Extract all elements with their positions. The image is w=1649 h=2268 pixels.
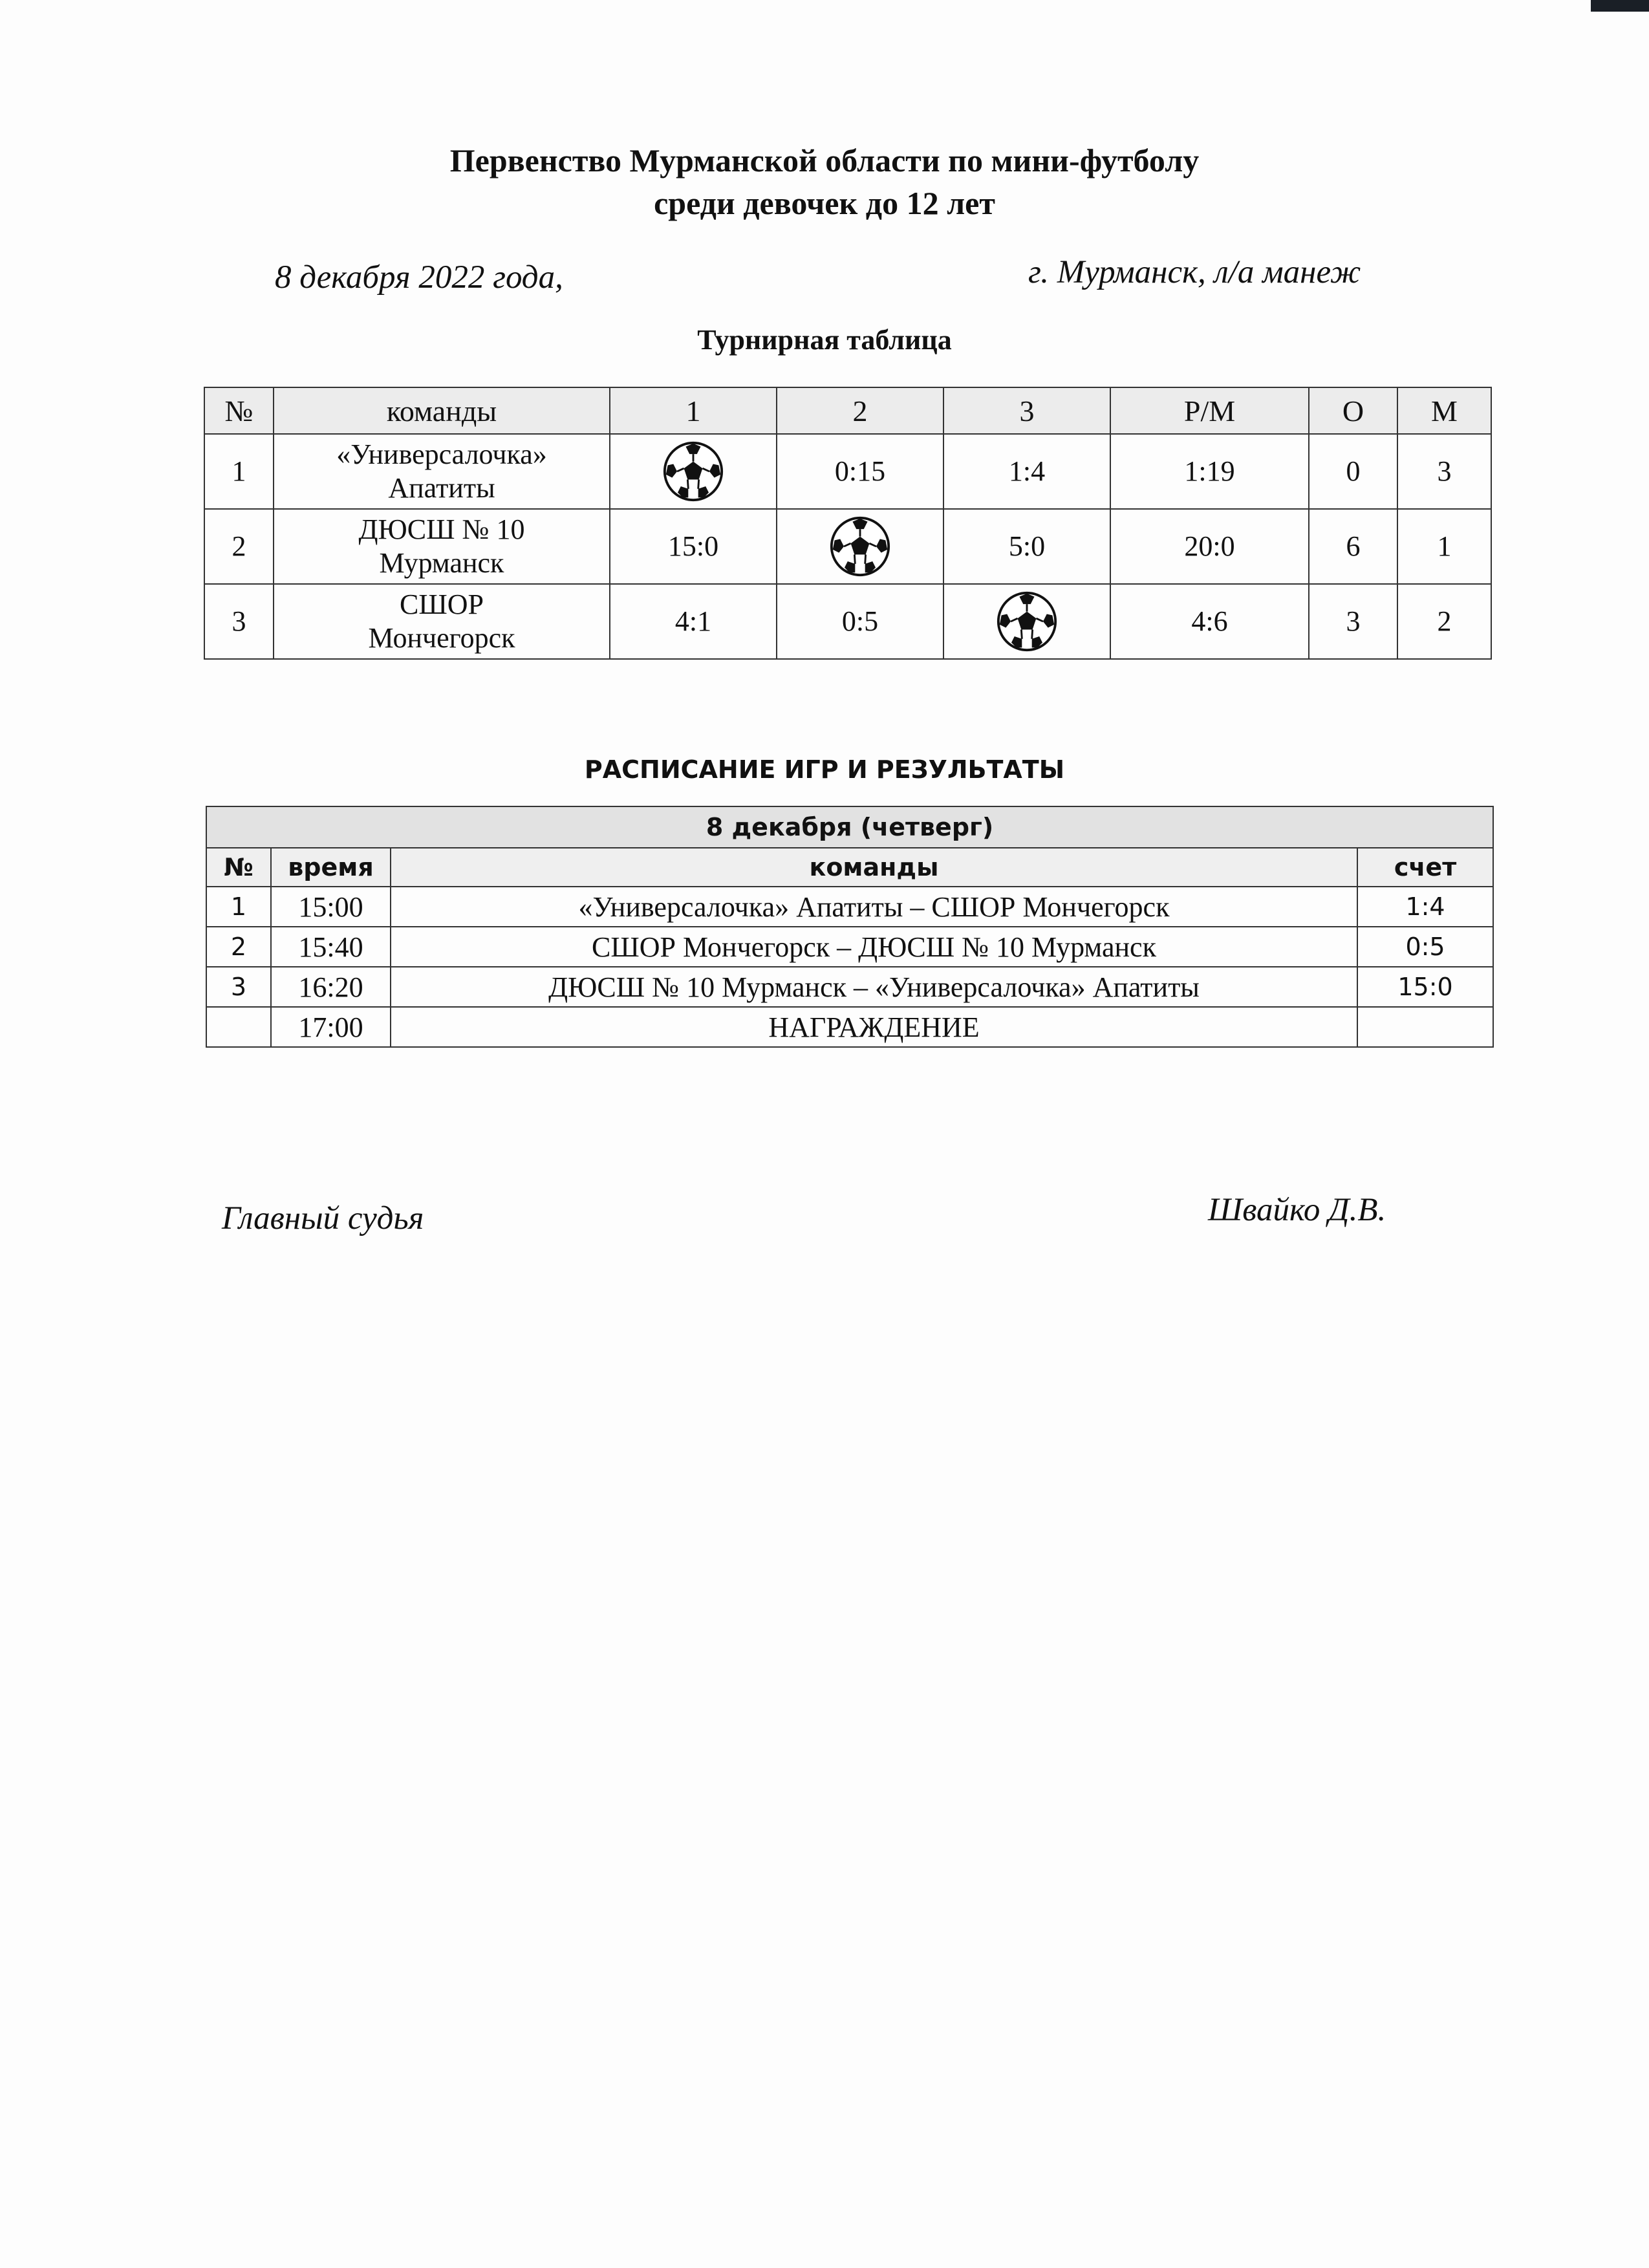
- schedule-day-row: [206, 806, 1493, 848]
- match-num: 1: [206, 887, 271, 927]
- team-name-line1: СШОР: [400, 589, 484, 620]
- team-name-line2: Мурманск: [379, 547, 504, 579]
- standings-caption: Турнирная таблица: [697, 324, 952, 356]
- match-score: [1357, 1007, 1493, 1047]
- col-game-1: 1: [610, 387, 777, 434]
- team-name-line1: ДЮСШ № 10: [358, 513, 525, 545]
- match-time: 17:00: [271, 1007, 391, 1047]
- match-time: 16:20: [271, 967, 391, 1007]
- team-name: [274, 584, 610, 659]
- soccer-ball-icon: [662, 440, 724, 502]
- col-num: №: [204, 387, 274, 434]
- title-line-2: среди девочек до 12 лет: [654, 185, 995, 221]
- result-cell: 0:5: [777, 584, 943, 659]
- table-row: [206, 887, 1493, 927]
- event-place: г. Мурманск, л/а манеж: [1028, 254, 1361, 290]
- row-num: 3: [204, 584, 274, 659]
- result-cell: 15:0: [610, 509, 777, 584]
- match-num: 3: [206, 967, 271, 1007]
- match-time: 15:40: [271, 927, 391, 967]
- match-teams: СШОР Мончегорск – ДЮСШ № 10 Мурманск: [391, 927, 1357, 967]
- schedule-caption: РАСПИСАНИЕ ИГР И РЕЗУЛЬТАТЫ: [584, 755, 1065, 784]
- place-cell: 1: [1397, 509, 1491, 584]
- col-num: №: [206, 848, 271, 887]
- match-score: 1:4: [1357, 887, 1493, 927]
- table-row: [204, 434, 1491, 509]
- table-row: [204, 509, 1491, 584]
- match-score: 15:0: [1357, 967, 1493, 1007]
- soccer-ball-icon: [829, 515, 891, 578]
- result-cell: 1:4: [943, 434, 1110, 509]
- col-game-3: 3: [943, 387, 1110, 434]
- schedule-day: 8 декабря (четверг): [206, 806, 1493, 848]
- points-cell: 3: [1309, 584, 1397, 659]
- schedule-header-row: [206, 848, 1493, 887]
- goals-cell: 4:6: [1110, 584, 1309, 659]
- event-date: 8 декабря 2022 года,: [275, 259, 563, 296]
- result-cell: 5:0: [943, 509, 1110, 584]
- table-row: [206, 1007, 1493, 1047]
- col-points: О: [1309, 387, 1397, 434]
- goals-cell: 20:0: [1110, 509, 1309, 584]
- team-name-line2: Мончегорск: [368, 622, 515, 654]
- points-cell: 0: [1309, 434, 1397, 509]
- match-teams: ДЮСШ № 10 Мурманск – «Универсалочка» Апатиты: [391, 967, 1357, 1007]
- diagonal-cell: [943, 584, 1110, 659]
- col-game-2: 2: [777, 387, 943, 434]
- standings-table: [204, 387, 1492, 660]
- goals-cell: 1:19: [1110, 434, 1309, 509]
- place-cell: 3: [1397, 434, 1491, 509]
- table-row: [206, 967, 1493, 1007]
- diagonal-cell: [610, 434, 777, 509]
- document-title: [0, 139, 1649, 224]
- table-row: [204, 584, 1491, 659]
- chief-judge-name: Швайко Д.В.: [1208, 1192, 1386, 1228]
- row-num: 1: [204, 434, 274, 509]
- table-row: [206, 927, 1493, 967]
- match-teams: «Универсалочка» Апатиты – СШОР Мончегорск: [391, 887, 1357, 927]
- team-name: [274, 509, 610, 584]
- result-cell: 0:15: [777, 434, 943, 509]
- scan-corner-mark: [1591, 0, 1649, 12]
- title-line-1: Первенство Мурманской области по мини-футболу: [449, 142, 1200, 178]
- standings-header-row: [204, 387, 1491, 434]
- match-score: 0:5: [1357, 927, 1493, 967]
- col-teams: команды: [274, 387, 610, 434]
- row-num: 2: [204, 509, 274, 584]
- match-time: 15:00: [271, 887, 391, 927]
- match-num: [206, 1007, 271, 1047]
- schedule-table: [206, 806, 1494, 1048]
- soccer-ball-icon: [996, 590, 1058, 653]
- chief-judge-label: Главный судья: [222, 1200, 424, 1237]
- match-teams: НАГРАЖДЕНИЕ: [391, 1007, 1357, 1047]
- col-teams: команды: [391, 848, 1357, 887]
- team-name: [274, 434, 610, 509]
- place-cell: 2: [1397, 584, 1491, 659]
- col-score: счет: [1357, 848, 1493, 887]
- col-goals: Р/М: [1110, 387, 1309, 434]
- match-num: 2: [206, 927, 271, 967]
- col-time: время: [271, 848, 391, 887]
- points-cell: 6: [1309, 509, 1397, 584]
- team-name-line1: «Универсалочка»: [336, 438, 547, 470]
- result-cell: 4:1: [610, 584, 777, 659]
- col-place: М: [1397, 387, 1491, 434]
- diagonal-cell: [777, 509, 943, 584]
- team-name-line2: Апатиты: [388, 472, 495, 504]
